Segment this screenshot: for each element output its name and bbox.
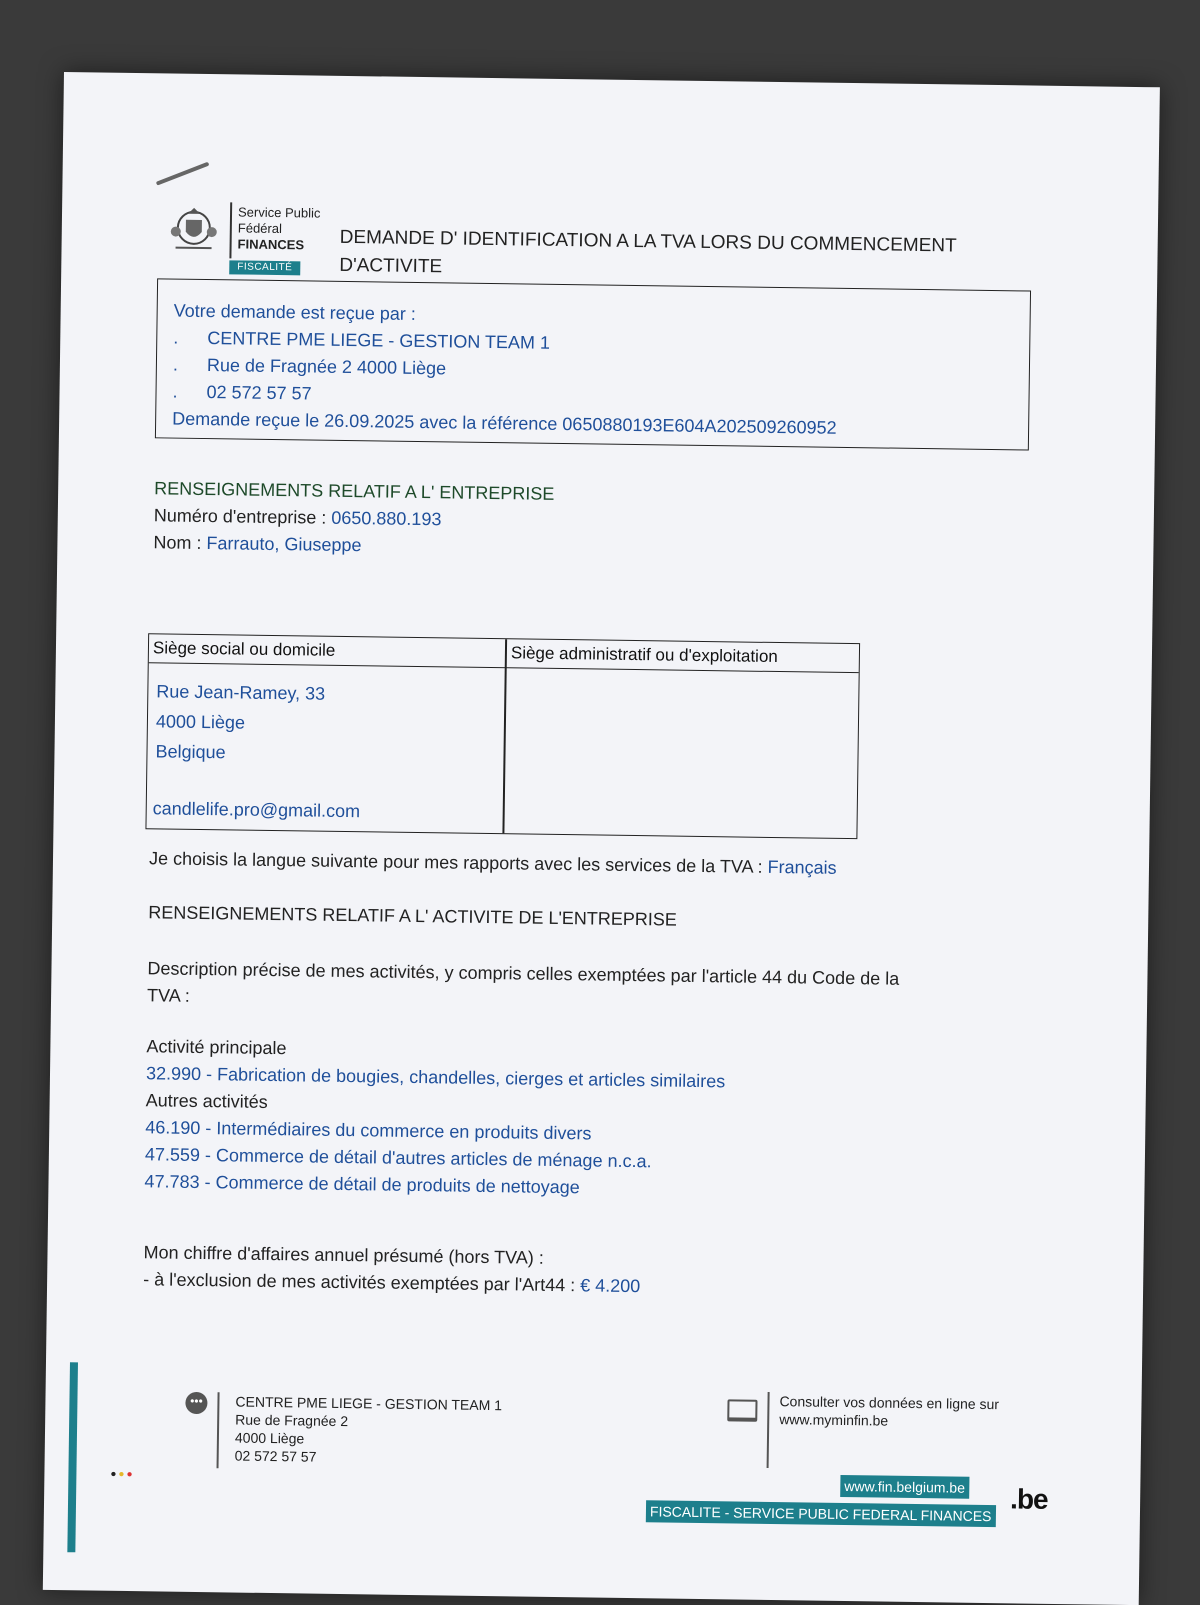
language-label: Je choisis la langue suivante pour mes rapports avec les services de la TVA : [148, 848, 768, 877]
logo-line-federal: Fédéral [237, 220, 283, 237]
main-activity-label: Activité principale [146, 1036, 287, 1059]
reception-intro: Votre demande est reçue par : [173, 300, 416, 324]
footer-divider [217, 1392, 220, 1468]
footer-phone: 02 572 57 57 [234, 1447, 317, 1465]
reception-box [155, 278, 1031, 450]
footer-divider [767, 1392, 770, 1468]
registered-address [155, 676, 325, 768]
reception-confirmation: Demande reçue le 26.09.2025 avec la référence 0650880193E604A202509260952 [172, 408, 837, 438]
footer-online [779, 1392, 999, 1431]
turnover-label: Mon chiffre d'affaires annuel présumé (hors TVA) : [143, 1242, 544, 1268]
other-activities-label: Autres activités [145, 1090, 268, 1112]
reception-address: Rue de Fragnée 2 4000 Liège [206, 355, 447, 379]
company-name-value: Farrauto, Giuseppe [206, 533, 362, 556]
main-activity-item: 32.990 - Fabrication de bougies, chandelles, cierges et articles similaires [145, 1063, 726, 1092]
footer-street: Rue de Fragnée 2 [235, 1411, 349, 1430]
document-title [339, 224, 1020, 289]
be-logo: .be [1009, 1483, 1048, 1515]
chat-bubble-icon: ••• [185, 1392, 207, 1414]
activity-list [144, 1033, 726, 1203]
reception-phone: 02 572 57 57 [206, 382, 312, 404]
activity-heading: RENSEIGNEMENTS RELATIF A L' ACTIVITE DE L'ENTREPRISE [148, 902, 678, 930]
bullet: . [172, 354, 179, 375]
address-street: Rue Jean-Ramey, 33 [156, 681, 326, 704]
address-email: candlelife.pro@gmail.com [152, 798, 361, 822]
language-line [149, 845, 837, 882]
document-page [43, 72, 1160, 1605]
bullet: . [173, 327, 179, 348]
header-operating-office: Siège administratif ou d'exploitation [510, 643, 778, 667]
company-heading: RENSEIGNEMENTS RELATIF A L' ENTREPRISE [154, 478, 555, 504]
footer-service-name: FISCALITE - SERVICE PUBLIC FEDERAL FINANCES [646, 1500, 996, 1527]
language-value: Français [767, 856, 837, 878]
description-line-1: Description précise de mes activités, y compris celles exemptées par l'article 44 du Code de la [147, 958, 900, 989]
description-line-2: TVA : [146, 985, 190, 1006]
other-activity-item: 47.783 - Commerce de détail de produits de nettoyage [144, 1171, 580, 1198]
laptop-icon [727, 1399, 757, 1421]
other-activity-item: 46.190 - Intermédiaires du commerce en produits divers [145, 1117, 592, 1144]
belgian-crest-icon [165, 201, 222, 258]
company-name-label: Nom : [153, 532, 207, 554]
activity-description [147, 955, 899, 1019]
reception-center: CENTRE PME LIEGE - GESTION TEAM 1 [207, 328, 551, 353]
staple-mark [156, 162, 210, 186]
logo-line-finances: FINANCES [237, 236, 305, 253]
company-number-label: Numéro d'entreprise : [153, 505, 332, 528]
myminfin-link[interactable]: www.myminfin.be [779, 1411, 889, 1429]
header-registered-office: Siège social ou domicile [152, 638, 336, 660]
footer-address [235, 1393, 503, 1469]
title-line-1: DEMANDE D' IDENTIFICATION A LA TVA LORS DU COMMENCEMENT [339, 226, 957, 257]
fiscalite-tag: FISCALITÉ [229, 260, 300, 275]
logo-divider [229, 202, 232, 258]
column-divider [502, 639, 506, 833]
address-table [145, 633, 860, 839]
address-city: 4000 Liège [155, 711, 246, 733]
footer-city: 4000 Liège [234, 1429, 305, 1447]
turnover-section [143, 1239, 641, 1300]
logo-line-service: Service Public [237, 204, 321, 221]
turnover-exclusion-label: - à l'exclusion de mes activités exemptées par l'Art44 : [143, 1269, 581, 1296]
company-number-value: 0650.880.193 [331, 507, 442, 530]
footer-center: CENTRE PME LIEGE - GESTION TEAM 1 [235, 1393, 503, 1414]
logo-text [237, 204, 320, 253]
bullet: . [172, 381, 178, 402]
color-dots: ●●● [110, 1468, 135, 1481]
spf-finances-logo [165, 201, 356, 276]
title-line-2: D'ACTIVITE [339, 254, 443, 278]
online-text: Consulter vos données en ligne sur [779, 1393, 1000, 1413]
footer-accent-bar [67, 1362, 78, 1552]
fin-belgium-link[interactable]: www.fin.belgium.be [840, 1475, 969, 1499]
turnover-value: € 4.200 [580, 1275, 641, 1297]
address-country: Belgique [155, 741, 226, 763]
other-activity-item: 47.559 - Commerce de détail d'autres articles de ménage n.c.a. [144, 1144, 652, 1172]
company-section [153, 475, 554, 562]
